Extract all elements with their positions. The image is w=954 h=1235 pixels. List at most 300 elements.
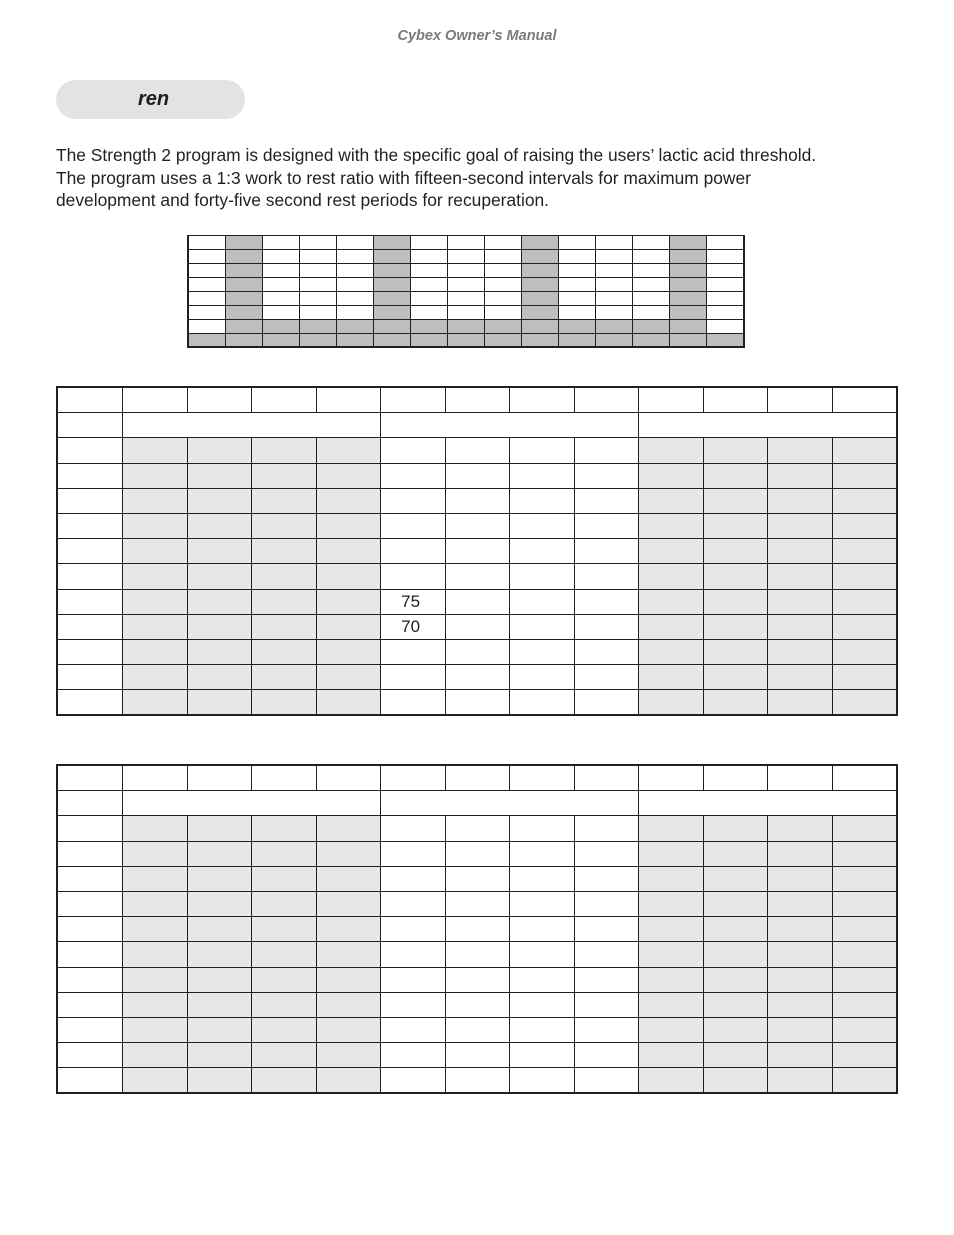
profile-cell: [263, 278, 300, 292]
table-cell: [832, 690, 897, 716]
profile-cell: [337, 320, 374, 334]
table-cell: [832, 438, 897, 463]
profile-cell: [596, 292, 633, 306]
profile-cell: [337, 306, 374, 320]
table-header-cell: [316, 765, 381, 791]
table-row: [57, 816, 897, 841]
profile-cell: [485, 320, 522, 334]
table-cell: [381, 1043, 446, 1068]
profile-cell: [374, 250, 411, 264]
table-cell: [574, 1068, 639, 1094]
table-cell: [123, 942, 188, 967]
table-cell: [381, 690, 446, 716]
profile-cell: [596, 264, 633, 278]
table-cell: [381, 1017, 446, 1042]
table-header-cell: [768, 765, 833, 791]
table-cell: [510, 639, 575, 664]
table-cell: [57, 488, 123, 513]
table-cell: [381, 513, 446, 538]
table-cell: [187, 665, 252, 690]
profile-cell: [522, 306, 559, 320]
table-cell: [510, 942, 575, 967]
table-header-cell: [639, 765, 704, 791]
intro-line: development and forty-five second rest periods for recuperation.: [56, 190, 550, 210]
table-cell: [123, 539, 188, 564]
profile-cell: [374, 320, 411, 334]
table-cell: [57, 992, 123, 1017]
table-header-cell: [381, 387, 446, 413]
table-cell: [639, 438, 704, 463]
table-cell: [703, 513, 768, 538]
table-cell: [574, 564, 639, 589]
table-cell: [768, 1043, 833, 1068]
profile-cell: [633, 306, 670, 320]
table-header-cell: [510, 765, 575, 791]
table-cell: [57, 1017, 123, 1042]
profile-cell: [411, 306, 448, 320]
table-row: [57, 564, 897, 589]
table-cell: [768, 992, 833, 1017]
table-cell: [316, 967, 381, 992]
table-cell: [639, 967, 704, 992]
table-cell: [510, 816, 575, 841]
table-cell: [316, 1017, 381, 1042]
table-cell: [574, 513, 639, 538]
table-cell: [57, 438, 123, 463]
table-cell: [252, 438, 317, 463]
table-cell: [57, 942, 123, 967]
table-cell: [832, 917, 897, 942]
table-row: [57, 488, 897, 513]
table-cell: 70: [381, 614, 446, 639]
table-cell: [574, 589, 639, 614]
profile-cell: [707, 334, 745, 348]
table-cell: [768, 639, 833, 664]
profile-cell: [670, 236, 707, 250]
table-cell: [703, 438, 768, 463]
table-cell: [123, 1068, 188, 1094]
table-cell: [832, 1068, 897, 1094]
profile-cell: [300, 278, 337, 292]
table-cell: [123, 665, 188, 690]
table-cell: [252, 1017, 317, 1042]
table-cell: [703, 665, 768, 690]
table-cell: [832, 891, 897, 916]
profile-cell: [522, 334, 559, 348]
table-cell: [832, 841, 897, 866]
profile-cell: [448, 250, 485, 264]
profile-cell: [374, 264, 411, 278]
profile-cell: [411, 292, 448, 306]
profile-cell: [485, 236, 522, 250]
table-group-cell: [381, 791, 639, 816]
table-cell: [768, 690, 833, 716]
profile-cell: [522, 264, 559, 278]
profile-cell: [596, 278, 633, 292]
table-cell: [316, 589, 381, 614]
table-row: [57, 539, 897, 564]
profile-cell: [263, 306, 300, 320]
profile-cell: [559, 292, 596, 306]
table-cell: [187, 438, 252, 463]
table-cell: [768, 564, 833, 589]
table-cell: [510, 690, 575, 716]
table-cell: [57, 539, 123, 564]
table-header-cell: [123, 765, 188, 791]
intro-paragraph: [56, 144, 926, 212]
table-cell: [832, 639, 897, 664]
table-cell: [316, 438, 381, 463]
table-cell: [316, 942, 381, 967]
level-table-lower: [56, 764, 898, 1094]
table-cell: [445, 992, 510, 1017]
profile-cell: [226, 306, 263, 320]
table-cell: [445, 589, 510, 614]
table-cell: [510, 1068, 575, 1094]
table-header-cell: [703, 765, 768, 791]
table-cell: [252, 639, 317, 664]
table-cell: [832, 665, 897, 690]
table-cell: [639, 513, 704, 538]
table-cell: [768, 967, 833, 992]
table-cell: [703, 891, 768, 916]
table-cell: [187, 942, 252, 967]
table-cell: [768, 539, 833, 564]
table-cell: [639, 866, 704, 891]
table-cell: [639, 1068, 704, 1094]
table-header-cell: [381, 765, 446, 791]
table-row: [57, 841, 897, 866]
table-cell: [187, 639, 252, 664]
table-cell: [832, 513, 897, 538]
table-cell: [187, 967, 252, 992]
profile-cell: [188, 250, 226, 264]
table-cell: [252, 992, 317, 1017]
profile-cell: [188, 306, 226, 320]
table-cell: 75: [381, 589, 446, 614]
table-header-cell: [768, 387, 833, 413]
table-cell: [574, 816, 639, 841]
table-cell: [187, 992, 252, 1017]
table-cell: [316, 665, 381, 690]
table-cell: [252, 816, 317, 841]
table-cell: [445, 438, 510, 463]
table-cell: [703, 992, 768, 1017]
table-cell: [252, 866, 317, 891]
table-cell: [510, 1017, 575, 1042]
table-header-row: [57, 765, 897, 791]
table-cell: [316, 917, 381, 942]
profile-cell: [226, 264, 263, 278]
table-header-cell: [57, 387, 123, 413]
table-header-cell: [187, 765, 252, 791]
profile-cell: [485, 250, 522, 264]
table-row: [57, 614, 897, 639]
profile-cell: [485, 292, 522, 306]
table-cell: [832, 967, 897, 992]
profile-cell: [300, 250, 337, 264]
table-cell: [768, 463, 833, 488]
table-cell: [832, 1017, 897, 1042]
profile-cell: [337, 278, 374, 292]
profile-cell: [226, 334, 263, 348]
table-cell: [445, 539, 510, 564]
interval-profile-graph: [187, 235, 745, 348]
table-cell: [123, 891, 188, 916]
table-cell: [639, 841, 704, 866]
table-cell: [123, 589, 188, 614]
profile-cell: [300, 236, 337, 250]
table-cell: [703, 1043, 768, 1068]
table-row: [57, 992, 897, 1017]
level-table-upper: [56, 386, 898, 716]
profile-cell: [559, 278, 596, 292]
table-cell: [510, 992, 575, 1017]
table-cell: [832, 1043, 897, 1068]
profile-cell: [188, 264, 226, 278]
table-cell: [57, 1043, 123, 1068]
profile-cell: [263, 320, 300, 334]
table-cell: [574, 539, 639, 564]
table-cell: [123, 690, 188, 716]
table-cell: [510, 917, 575, 942]
table-cell: [639, 614, 704, 639]
table-cell: [381, 891, 446, 916]
table-cell: [123, 639, 188, 664]
table-cell: [187, 513, 252, 538]
table-cell: [316, 1068, 381, 1094]
table-cell: [187, 614, 252, 639]
table-cell: [123, 816, 188, 841]
table-row: [57, 1017, 897, 1042]
profile-cell: [707, 306, 745, 320]
table-cell: [381, 639, 446, 664]
table-cell: [316, 564, 381, 589]
table-cell: [445, 841, 510, 866]
table-cell: [445, 564, 510, 589]
table-cell: [768, 866, 833, 891]
profile-cell: [411, 250, 448, 264]
table-cell: [445, 1043, 510, 1068]
table-header-cell: [639, 387, 704, 413]
profile-cell: [559, 334, 596, 348]
profile-cell: [226, 292, 263, 306]
table-cell: [768, 614, 833, 639]
table-cell: [187, 1068, 252, 1094]
table-cell: [703, 463, 768, 488]
table-cell: [381, 488, 446, 513]
table-cell: [316, 639, 381, 664]
profile-cell: [485, 306, 522, 320]
table-cell: [510, 513, 575, 538]
profile-cell: [670, 278, 707, 292]
profile-cell: [226, 250, 263, 264]
table-cell: [510, 866, 575, 891]
table-cell: [123, 513, 188, 538]
table-cell: [510, 614, 575, 639]
table-header-cell: [252, 765, 317, 791]
table-cell: [316, 463, 381, 488]
table-cell: [768, 488, 833, 513]
profile-cell: [633, 292, 670, 306]
table-cell: [574, 1043, 639, 1068]
table-cell: [252, 841, 317, 866]
profile-cell: [448, 306, 485, 320]
profile-cell: [559, 250, 596, 264]
table-row: [57, 463, 897, 488]
table-cell: [316, 513, 381, 538]
table-cell: [639, 690, 704, 716]
profile-row: [188, 236, 744, 250]
table-cell: [252, 967, 317, 992]
table-cell: [57, 665, 123, 690]
table-cell: [768, 841, 833, 866]
table-cell: [574, 438, 639, 463]
table-header-cell: [574, 387, 639, 413]
table-cell: [316, 992, 381, 1017]
table-cell: [252, 1043, 317, 1068]
profile-cell: [559, 264, 596, 278]
table-cell: [703, 942, 768, 967]
table-cell: [832, 816, 897, 841]
profile-cell: [263, 250, 300, 264]
table-header-cell: [57, 765, 123, 791]
table-cell: [123, 1043, 188, 1068]
table-cell: [768, 942, 833, 967]
table-cell: [574, 1017, 639, 1042]
table-cell: [316, 614, 381, 639]
table-cell: [123, 841, 188, 866]
profile-cell: [300, 320, 337, 334]
profile-row: [188, 334, 744, 348]
table-cell: [445, 690, 510, 716]
table-cell: [445, 1068, 510, 1094]
profile-cell: [374, 306, 411, 320]
profile-cell: [188, 236, 226, 250]
profile-cell: [559, 320, 596, 334]
profile-cell: [522, 278, 559, 292]
profile-cell: [226, 320, 263, 334]
table-cell: [57, 614, 123, 639]
table-cell: [510, 665, 575, 690]
table-cell: [316, 539, 381, 564]
table-cell: [510, 438, 575, 463]
table-cell: [703, 967, 768, 992]
table-cell: [639, 891, 704, 916]
table-cell: [639, 665, 704, 690]
profile-cell: [707, 292, 745, 306]
table-cell: [574, 488, 639, 513]
table-cell: [123, 1017, 188, 1042]
profile-cell: [374, 334, 411, 348]
table-cell: [252, 690, 317, 716]
table-cell: [574, 463, 639, 488]
profile-cell: [596, 334, 633, 348]
table-cell: [768, 917, 833, 942]
table-cell: [639, 564, 704, 589]
table-group-cell: [123, 413, 381, 438]
table-cell: [123, 564, 188, 589]
profile-cell: [670, 264, 707, 278]
profile-cell: [633, 236, 670, 250]
table-cell: [381, 942, 446, 967]
table-cell: [57, 639, 123, 664]
table-cell: [768, 589, 833, 614]
profile-cell: [596, 306, 633, 320]
profile-cell: [670, 292, 707, 306]
table-cell: [316, 488, 381, 513]
table-cell: [123, 866, 188, 891]
profile-cell: [448, 278, 485, 292]
profile-cell: [263, 264, 300, 278]
intro-line: The Strength 2 program is designed with the specific goal of raising the users’ lactic acid threshold.: [56, 145, 817, 165]
table-cell: [252, 614, 317, 639]
table-cell: [57, 463, 123, 488]
table-cell: [187, 917, 252, 942]
section-title-pill: [56, 80, 245, 119]
profile-cell: [633, 320, 670, 334]
table-cell: [574, 866, 639, 891]
table-row: [57, 438, 897, 463]
section-title: ren: [138, 88, 170, 110]
profile-cell: [300, 334, 337, 348]
table-cell: [381, 564, 446, 589]
table-cell: [316, 690, 381, 716]
table-cell: [510, 589, 575, 614]
table-cell: [252, 665, 317, 690]
table-cell: [768, 891, 833, 916]
table-cell: [445, 891, 510, 916]
table-cell: [574, 992, 639, 1017]
table-header-cell: [123, 387, 188, 413]
table-row: [57, 967, 897, 992]
table-header-row: [57, 387, 897, 413]
table-cell: [252, 1068, 317, 1094]
profile-cell: [633, 334, 670, 348]
table-cell: [510, 488, 575, 513]
intro-line: The program uses a 1:3 work to rest ratio with fifteen-second intervals for maximum power: [56, 167, 751, 188]
table-cell: [703, 917, 768, 942]
table-cell: [703, 690, 768, 716]
table-cell: [703, 1068, 768, 1094]
table-cell: [639, 589, 704, 614]
profile-row: [188, 250, 744, 264]
table-cell: [832, 589, 897, 614]
table-cell: [574, 967, 639, 992]
profile-cell: [633, 264, 670, 278]
table-cell: [574, 614, 639, 639]
table-cell: [187, 1043, 252, 1068]
profile-cell: [188, 292, 226, 306]
table-cell: [639, 1017, 704, 1042]
table-group-label-cell: [57, 413, 123, 438]
profile-cell: [448, 334, 485, 348]
profile-cell: [670, 320, 707, 334]
profile-cell: [485, 278, 522, 292]
table-cell: [57, 841, 123, 866]
table-cell: [445, 917, 510, 942]
profile-cell: [633, 278, 670, 292]
table-cell: [381, 841, 446, 866]
table-cell: [381, 967, 446, 992]
profile-cell: [522, 320, 559, 334]
profile-cell: [522, 292, 559, 306]
table-cell: [445, 942, 510, 967]
table-cell: [445, 816, 510, 841]
profile-cell: [670, 334, 707, 348]
table-cell: [57, 690, 123, 716]
profile-cell: [300, 306, 337, 320]
